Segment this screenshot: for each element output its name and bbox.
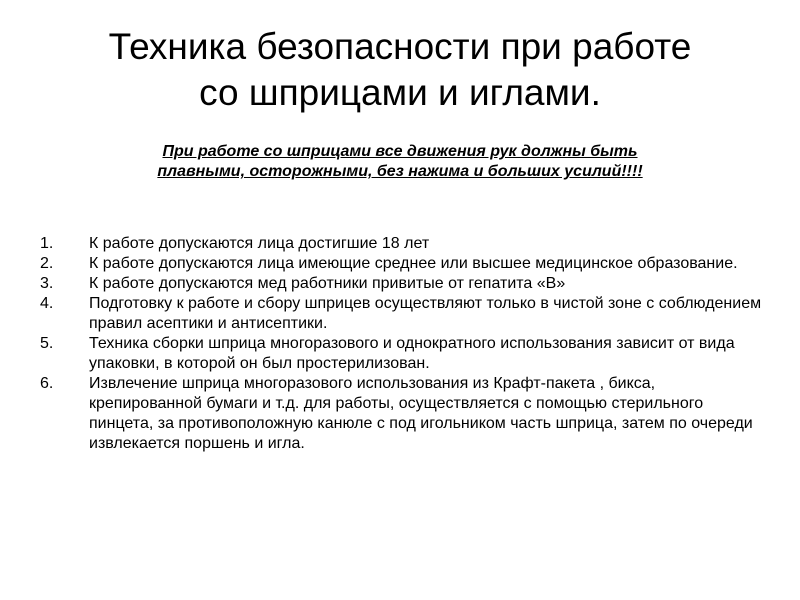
list-item-number: 2. xyxy=(40,255,54,272)
slide-title xyxy=(40,24,760,116)
list-item-number: 1. xyxy=(40,235,54,252)
list-item xyxy=(40,334,765,374)
title-line-1: Техника безопасности при работе xyxy=(108,26,692,67)
list-item-text: К работе допускаются лица достигшие 18 лет xyxy=(89,235,430,252)
slide-subtitle xyxy=(60,142,740,182)
list-item xyxy=(40,254,765,274)
subtitle-line-2: плавными, осторожными, без нажима и больших усилий!!!! xyxy=(157,163,643,180)
list-item-text: Техника сборки шприца многоразового и однократного использования зависит от вида упаковки, в которой он был простерилизован. xyxy=(89,335,735,372)
subtitle-line-1: При работе со шприцами все движения рук должны быть xyxy=(162,143,638,160)
list-item-number: 6. xyxy=(40,375,54,392)
list-item-number: 4. xyxy=(40,295,54,312)
list-item-text: Подготовку к работе и сбору шприцев осуществляют только в чистой зоне с соблюдением правил асептики и антисептики. xyxy=(89,295,762,332)
list-item xyxy=(40,374,765,454)
list-item-text: К работе допускаются лица имеющие среднее или высшее медицинское образование. xyxy=(89,255,738,272)
list-item xyxy=(40,234,765,254)
list-item-number: 5. xyxy=(40,335,54,352)
list-item-text: Извлечение шприца многоразового использования из Крафт-пакета , бикса, крепированной бумаги и т.д. для работы, осуществляется с помощью стерильного пинцета, за противоположную канюле с под игольником часть шприца, затем по очереди извлекается поршень и игла. xyxy=(89,375,753,452)
list-item-text: К работе допускаются мед работники привитые от гепатита «В» xyxy=(89,275,566,292)
rules-list xyxy=(40,234,765,454)
list-item xyxy=(40,274,765,294)
title-line-2: со шприцами и иглами. xyxy=(199,72,601,113)
list-item xyxy=(40,294,765,334)
list-item-number: 3. xyxy=(40,275,54,292)
